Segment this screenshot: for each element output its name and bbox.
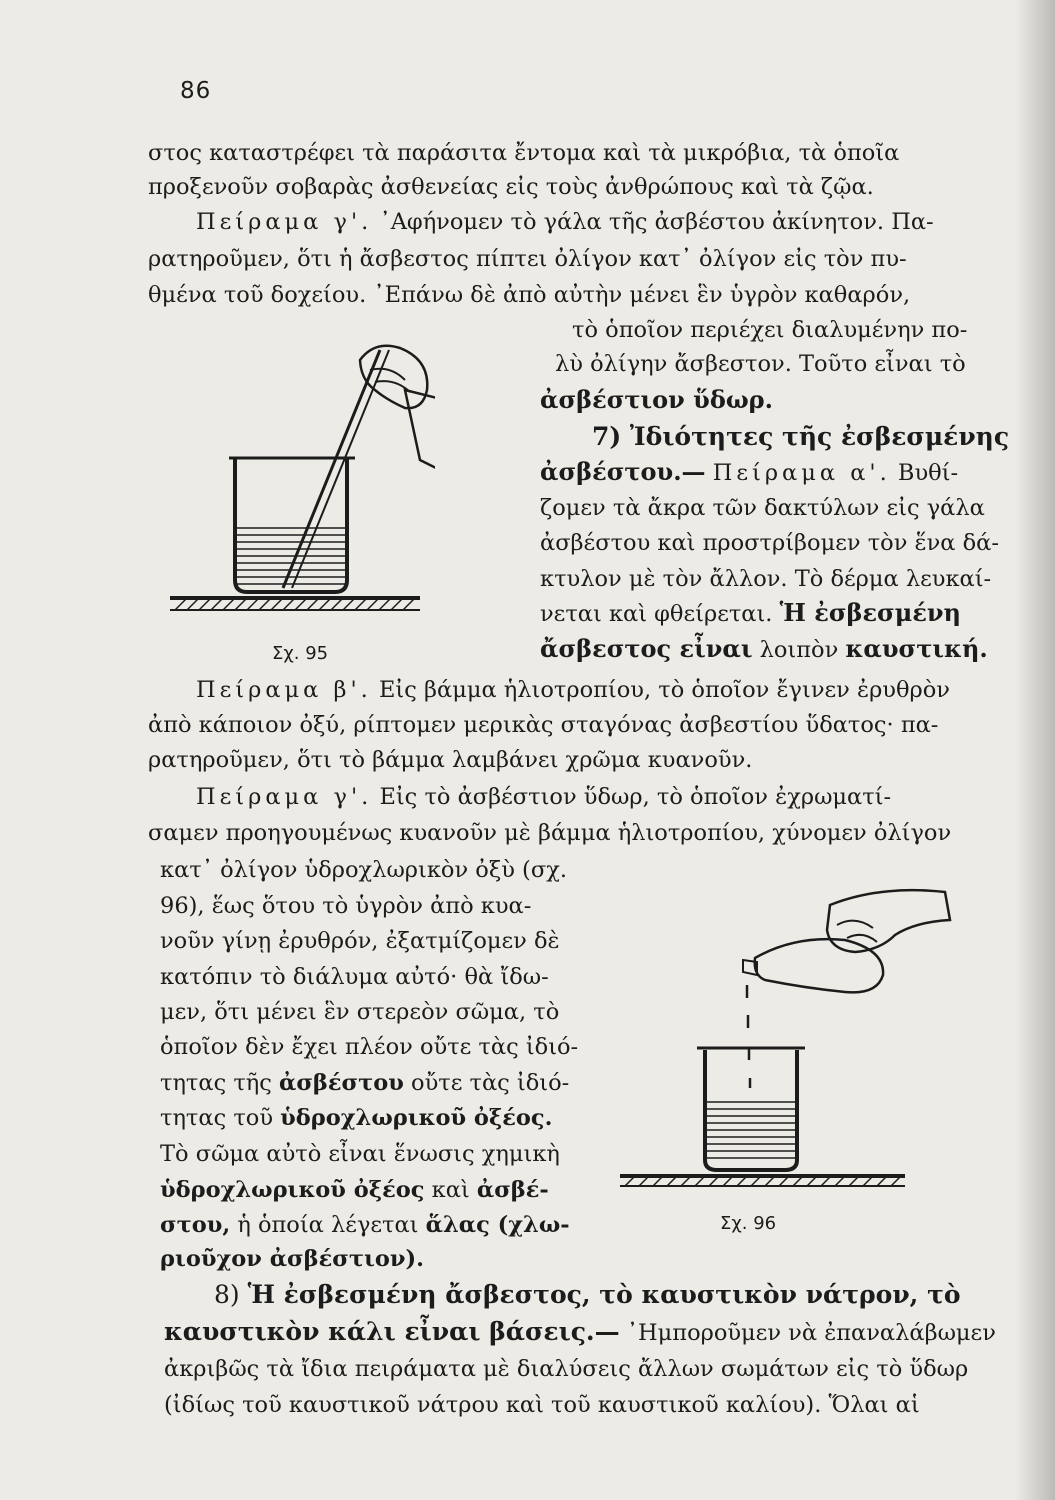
text-span: Εἰς βάμμα ἡλιοτροπίου, τὸ ὁποῖον ἔγινεν ἐρυθρὸν (379, 677, 950, 703)
section-number-8: 8) (214, 1280, 240, 1309)
text-line (160, 1175, 549, 1205)
text-span: λοιπὸν (759, 637, 839, 663)
text-span: Βυθί- (897, 460, 959, 486)
text-line: ζομεν τὰ ἄκρα τῶν δακτύλων εἰς γάλα (540, 495, 985, 521)
text-line: μεν, ὅτι μένει ἓν στερεὸν σῶμα, τὸ (160, 999, 560, 1025)
text-line: κατόπιν τὸ διάλυμα αὐτό· θὰ ἴδω- (160, 964, 549, 990)
page-number: 86 (180, 78, 212, 104)
text-line (196, 782, 1055, 812)
text-line (540, 457, 958, 488)
section-heading-7: 7) Ἰδιότητες τῆς ἐσβεσμένης (592, 422, 1010, 451)
text-span: τητας τοῦ (160, 1105, 273, 1131)
text-line (164, 1317, 996, 1348)
text-line: ἀσβέστου καὶ προστρίβομεν τὸν ἕνα δά- (540, 530, 999, 556)
text-line: (ἰδίως τοῦ καυστικοῦ νάτρου καὶ τοῦ καυστικοῦ καλίου). Ὅλαι αἱ (164, 1392, 920, 1418)
bold-phrase: καυστική. (845, 634, 988, 663)
text-line: ἀπὸ κάποιον ὀξύ, ρίπτομεν μερικὰς σταγόνας ἀσβεστίου ὕδατος· πα- (148, 712, 939, 738)
text-line: θμένα τοῦ δοχείου. ᾿Επάνω δὲ ἀπὸ αὐτὴν μένει ἓν ὑγρὸν καθαρόν, (148, 282, 911, 308)
text-line: ἀκριβῶς τὰ ἴδια πειράματα μὲ διαλύσεις ἄλλων σωμάτων εἰς τὸ ὕδωρ (164, 1356, 969, 1382)
experiment-label: Πείραμα γ'. (196, 784, 373, 810)
text-line (196, 675, 1055, 705)
experiment-label: Πείραμα γ'. (196, 209, 373, 235)
figure-95-caption: Σχ. 95 (272, 643, 329, 664)
bold-phrase: Ἡ ἐσβεσμένη (779, 598, 962, 627)
text-span: ᾿Αφήνομεν τὸ γάλα τῆς ἀσβέστου ἀκίνητον. Πα- (379, 209, 934, 235)
text-line: νοῦν γίνῃ ἐρυθρόν, ἐξατμίζομεν δὲ (160, 928, 560, 954)
text-span: ᾿Ημποροῦμεν νὰ ἐπαναλάβωμεν (626, 1320, 996, 1346)
figure-96-illustration (615, 880, 975, 1200)
section-heading-8-continuation: καυστικὸν κάλι εἶναι βάσεις.— (164, 1317, 620, 1346)
text-line: κατ᾿ ὀλίγον ὑδροχλωρικὸν ὀξὺ (σχ. (160, 857, 567, 883)
heading-continuation: ἀσβέστου.— (540, 457, 706, 486)
text-line (214, 1280, 961, 1310)
text-line: κτυλον μὲ τὸν ἄλλον. Τὸ δέρμα λευκαί- (540, 566, 992, 592)
text-line-bold: ριοῦχον ἀσβέστιον). (160, 1246, 424, 1272)
text-line: 96), ἕως ὅτου τὸ ὑγρὸν ἀπὸ κυα- (160, 893, 532, 919)
text-line: ρατηροῦμεν, ὅτι ἡ ἄσβεστος πίπτει ὀλίγον κατ᾿ ὀλίγον εἰς τὸν πυ- (148, 246, 907, 272)
text-line: στος καταστρέφει τὰ παράσιτα ἔντομα καὶ τὰ μικρόβια, τὰ ὁποῖα (148, 140, 900, 166)
text-line: τὸ ὁποῖον περιέχει διαλυμένην πο- (572, 317, 968, 343)
text-line (160, 1068, 569, 1098)
bold-phrase: στου, (160, 1212, 231, 1238)
text-line: ὁποῖον δὲν ἔχει πλέον οὔτε τὰς ἰδιό- (160, 1034, 579, 1060)
text-span: τητας τῆς (160, 1070, 272, 1096)
text-line (160, 1210, 570, 1240)
text-line-bold: ἀσβέστιον ὕδωρ. (540, 385, 773, 414)
figure-96-caption: Σχ. 96 (720, 1213, 777, 1234)
text-line (196, 207, 1055, 237)
text-line: Τὸ σῶμα αὐτὸ εἶναι ἕνωσις χημικὴ (160, 1141, 560, 1167)
section-heading-8: Ἡ ἐσβεσμένη ἄσβεστος, τὸ καυστικὸν νάτρον, τὸ (247, 1280, 961, 1309)
text-line: λὺ ὀλίγην ἄσβεστον. Τοῦτο εἶναι τὸ (555, 351, 966, 377)
bold-phrase: ἅλας (χλω- (425, 1212, 570, 1238)
text-span: ἡ ὁποία λέγεται (237, 1212, 419, 1238)
text-line: ρατηροῦμεν, ὅτι τὸ βάμμα λαμβάνει χρῶμα κυανοῦν. (148, 747, 753, 773)
text-line (160, 1103, 552, 1133)
text-span: καὶ (431, 1177, 470, 1203)
text-line (540, 634, 988, 665)
bold-phrase: ὑδροχλωρικοῦ ὀξέος (160, 1177, 425, 1203)
text-line: σαμεν προηγουμένως κυανοῦν μὲ βάμμα ἡλιοτροπίου, χύνομεν ὀλίγον (148, 820, 952, 846)
experiment-label: Πείραμα β'. (196, 677, 372, 703)
text-span: οὔτε τὰς ἰδιό- (411, 1070, 570, 1096)
figure-95-illustration (165, 330, 435, 625)
bold-phrase: ἄσβεστος εἶναι (540, 634, 753, 663)
experiment-label: Πείραμα α'. (712, 460, 891, 486)
page-edge-shadow (1015, 0, 1055, 1500)
text-span: νεται καὶ φθείρεται. (540, 601, 773, 627)
bold-phrase: ὑδροχλωρικοῦ ὀξέος. (280, 1105, 553, 1131)
bold-phrase: ἀσβέ- (476, 1177, 549, 1203)
text-line: προξενοῦν σοβαρὰς ἀσθενείας εἰς τοὺς ἀνθρώπους καὶ τὰ ζῷα. (148, 174, 874, 200)
text-line (540, 598, 961, 629)
text-span: Εἰς τὸ ἀσβέστιον ὕδωρ, τὸ ὁποῖον ἐχρωματί- (379, 784, 892, 810)
bold-phrase: ἀσβέστου (279, 1070, 404, 1096)
